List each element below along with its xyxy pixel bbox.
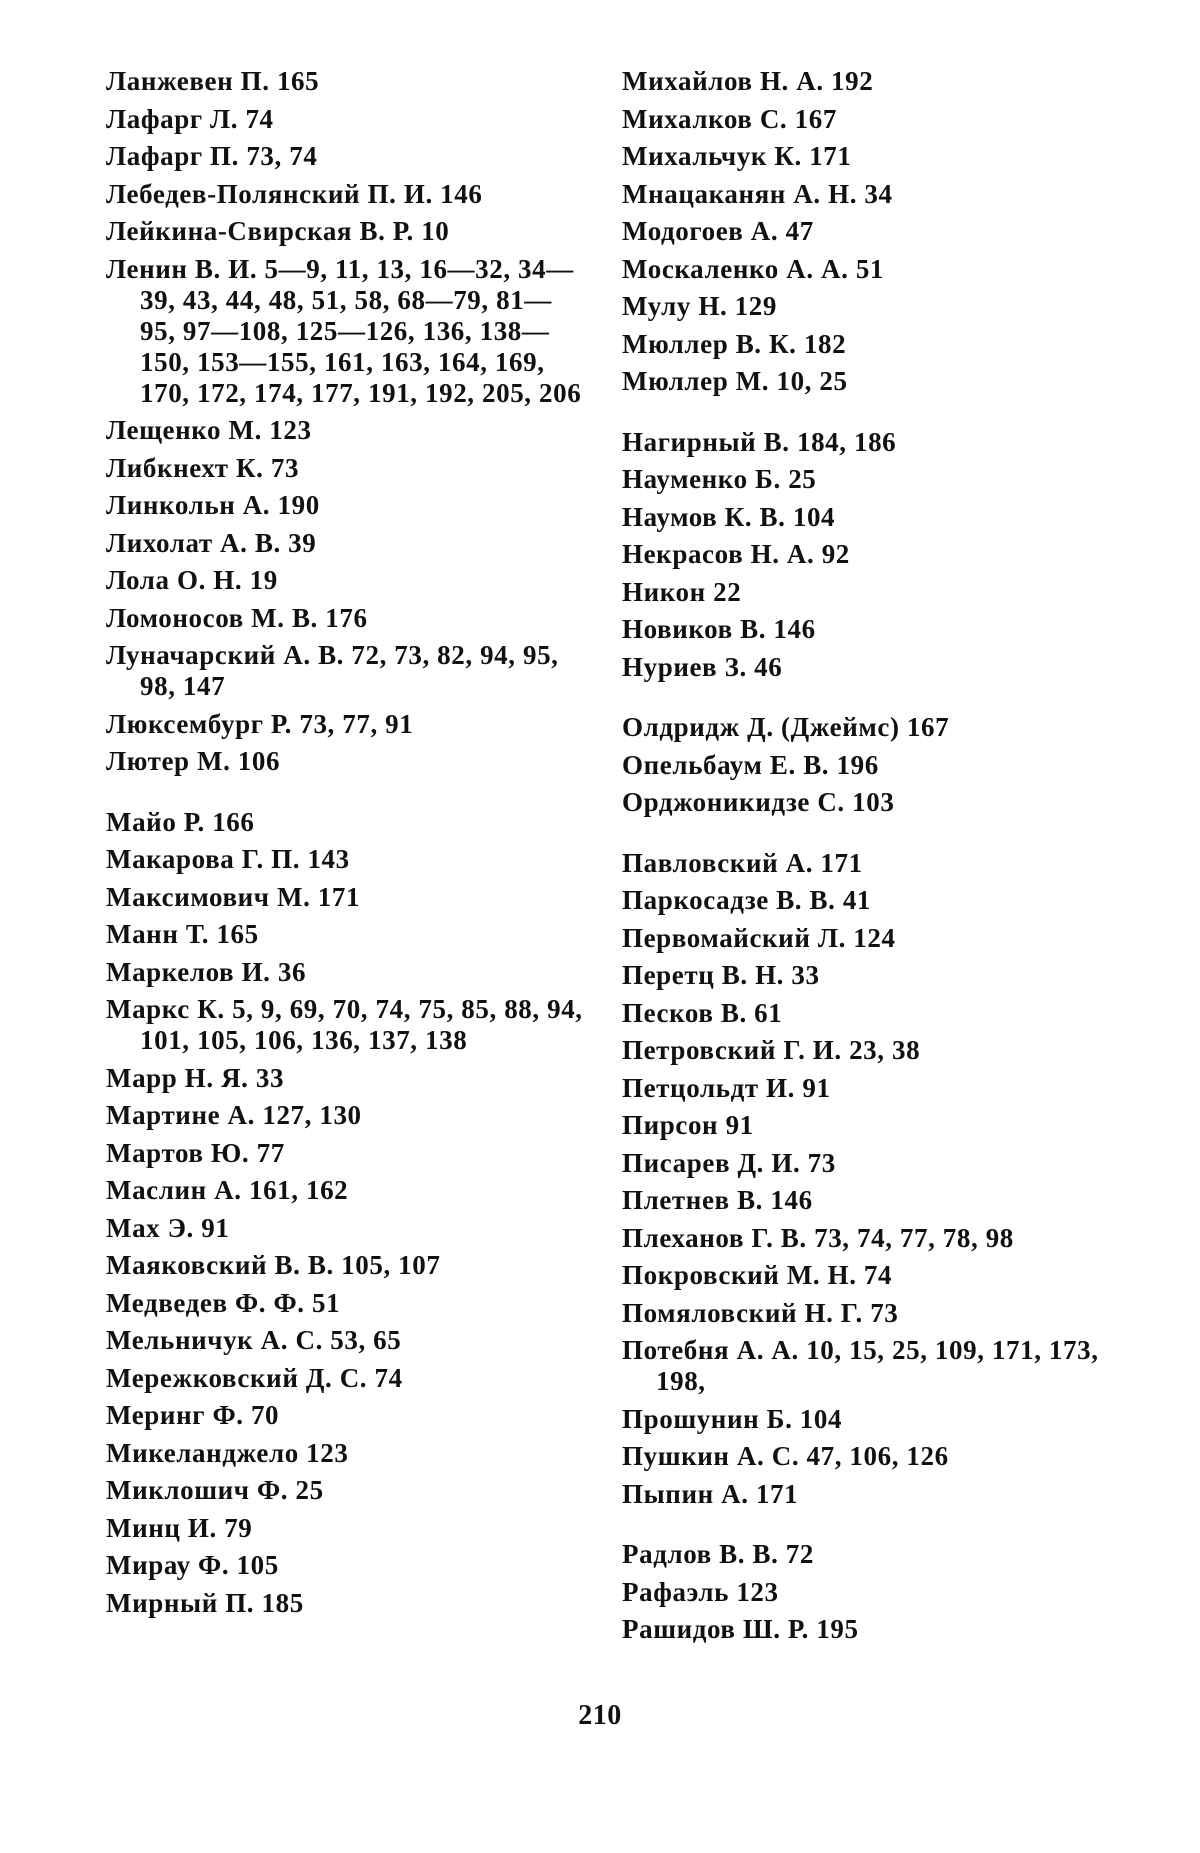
index-entry: Первомайский Л. 124 [622,922,896,953]
index-entry: Опельбаум Е. В. 196 [622,749,879,780]
index-entry: Майо Р. 166 [106,806,255,837]
index-entry: Маркелов И. 36 [106,956,307,987]
index-entry: Наумов К. В. 104 [622,501,836,532]
index-entry: Мулу Н. 129 [622,291,777,321]
index-entry: Нуриев З. 46 [622,651,783,682]
index-entry: Мартов Ю. 77 [106,1137,285,1168]
index-entry: Некрасов Н. А. 92 [622,539,850,569]
index-entry: Лола О. Н. 19 [106,565,278,595]
index-entry: Манн Т. 165 [106,919,259,949]
index-entry: Пушкин А. С. 47, 106, 126 [622,1441,949,1471]
index-entry: Плеханов Г. В. 73, 74, 77, 78, 98 [622,1222,1014,1253]
index-entry: Лафарг Л. 74 [106,103,274,134]
index-entry: Песков В. 61 [622,997,783,1028]
index-entry: Маслин А. 161, 162 [106,1175,349,1205]
index-entry: Мартине А. 127, 130 [106,1100,362,1130]
index-entry: Мережковский Д. С. 74 [106,1362,403,1393]
index-entry: Пирсон 91 [622,1110,754,1140]
index-entry: Лaнжевен П. 165 [106,66,320,96]
index-group-separator [622,689,1102,712]
index-entry: Лебедев-Полянский П. И. 146 [106,178,483,209]
index-entry: Макарова Г. П. 143 [106,844,350,874]
index-entry: Маяковский В. В. 105, 107 [106,1250,441,1280]
index-entry: Мирау Ф. 105 [106,1550,279,1580]
index-column-right [622,66,1102,1652]
index-entry: Мах Э. 91 [106,1212,230,1243]
index-entry: Мюллер В. К. 182 [622,328,847,359]
index-entry: Пыпин А. 171 [622,1478,799,1509]
index-entry: Люксембург Р. 73, 77, 91 [106,708,414,739]
index-entry: Марр Н. Я. 33 [106,1062,285,1093]
index-entry: Луначарский А. В. 72, 73, 82, 94, 95, 98, 147 [106,640,559,701]
index-entry: Мнацаканян А. Н. 34 [622,178,893,209]
index-group-separator [106,784,586,807]
index-entry: Лещенко М. 123 [106,415,312,445]
index-group-separator [622,404,1102,427]
index-entry: Павловский А. 171 [622,847,863,878]
index-entry: Маркс К. 5, 9, 69, 70, 74, 75, 85, 88, 94, 101, 105, 106, 136, 137, 138 [106,994,583,1055]
index-entry: Мельничук А. С. 53, 65 [106,1325,402,1355]
index-group-separator [622,825,1102,848]
index-entry: Либкнехт К. 73 [106,452,300,483]
index-entry: Покровский М. Н. 74 [622,1260,893,1290]
index-entry: Нагирный В. 184, 186 [622,426,897,457]
index-entry: Мюллер М. 10, 25 [622,366,848,396]
index-entry: Лютер М. 106 [106,746,281,776]
index-entry: Паркосадзе В. В. 41 [622,885,872,915]
index-entry: Минц И. 79 [106,1512,253,1543]
index-entry: Михайлов Н. А. 192 [622,66,874,96]
index-entry: Миклошич Ф. 25 [106,1475,324,1505]
index-entry: Рашидов Ш. Р. 195 [622,1614,859,1644]
index-entry: Радлов В. В. 72 [622,1539,814,1569]
index-entry: Меринг Ф. 70 [106,1400,280,1430]
index-entry: Петровский Г. И. 23, 38 [622,1035,921,1065]
index-entry: Перетц В. Н. 33 [622,960,820,990]
index-entry: Москаленко А. А. 51 [622,253,885,284]
index-entry: Мирный П. 185 [106,1587,304,1618]
index-entry: Петцольдт И. 91 [622,1072,831,1103]
index-entry: Лихолат А. В. 39 [106,527,317,558]
index-entry: Ленин В. И. 5—9, 11, 13, 16—32, 34—39, 43, 44, 48, 51, 58, 68—79, 81—95, 97—108, 125—126, 136, 138—150, 153—155, 161, 163, 164, 169, 170, 172, 174, 177, 191, 192, 205, 206 [106,253,582,408]
index-entry: Науменко Б. 25 [622,464,817,494]
index-entry: Микеланджело 123 [106,1437,349,1468]
index-entry: Михалков С. 167 [622,103,837,134]
index-entry: Ломоносов М. В. 176 [106,602,368,633]
index-entry: Никон 22 [622,576,742,607]
index-entry: Максимович М. 171 [106,881,361,912]
index-entry: Михальчук К. 171 [622,141,852,171]
index-column-left [106,66,586,1625]
index-entry: Прошунин Б. 104 [622,1403,843,1434]
index-entry: Рафаэль 123 [622,1576,779,1607]
index-group-separator [622,1516,1102,1539]
index-entry: Писарев Д. И. 73 [622,1147,836,1178]
index-entry: Новиков В. 146 [622,614,816,644]
index-entry: Орджоникидзе С. 103 [622,787,895,817]
index-entry: Помяловский Н. Г. 73 [622,1297,899,1328]
index-entry: Лафарг П. 73, 74 [106,141,318,171]
index-entry: Плетнев В. 146 [622,1185,813,1215]
index-entry: Олдридж Д. (Джеймс) 167 [622,712,950,742]
page-number: 210 [578,1700,622,1731]
index-entry: Лейкина-Свирская В. Р. 10 [106,216,450,246]
index-entry: Модогоев А. 47 [622,216,814,246]
index-entry: Линкольн А. 190 [106,490,320,520]
index-entry: Потебня А. А. 10, 15, 25, 109, 171, 173, 198, [622,1335,1099,1396]
index-entry: Медведев Ф. Ф. 51 [106,1287,341,1318]
